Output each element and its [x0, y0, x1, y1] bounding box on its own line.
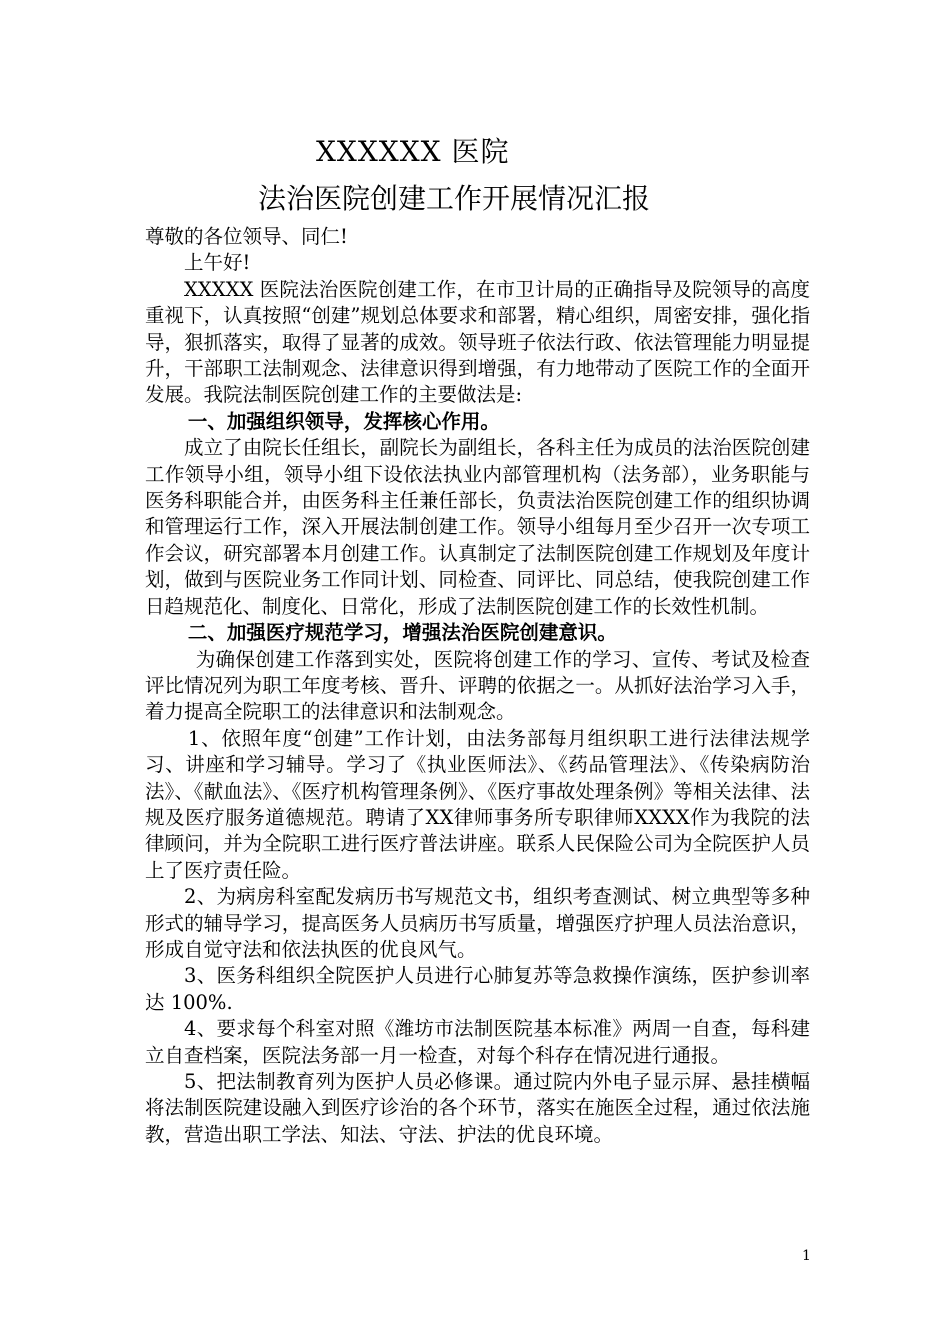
- section-2-heading: 二、加强医疗规范学习，增强法治医院创建意识。: [187, 621, 617, 645]
- list-item-4: 4、要求每个科室对照《潍坊市法制医院基本标准》两周一自查，每科建立自查档案，医院法务部一月一检查，对每个科存在情况进行通报。: [145, 1017, 810, 1067]
- page-number: 1: [802, 1248, 811, 1264]
- report-title: 法治医院创建工作开展情况汇报: [258, 182, 651, 215]
- list-item-2: 2、为病房科室配发病历书写规范文书，组织考查测试、树立典型等多种形式的辅导学习，提高医务人员病历书写质量，增强医疗护理人员法治意识，形成自觉守法和依法执医的优良风气。: [145, 885, 810, 961]
- hospital-name-title: XXXXXX 医院: [316, 135, 510, 168]
- list-item-5: 5、把法制教育列为医护人员必修课。通过院内外电子显示屏、悬挂横幅将法制医院建设融入到医疗诊治的各个环节，落实在施医全过程，通过依法施教，营造出职工学法、知法、守法、护法的优良环境。: [145, 1070, 810, 1146]
- section-1-heading: 一、加强组织领导，发挥核心作用。: [187, 409, 500, 433]
- salutation: 尊敬的各位领导、同仁!: [145, 225, 348, 248]
- section-2-intro-paragraph: 为确保创建工作落到实处，医院将创建工作的学习、宣传、考试及检查评比情况列为职工年度考核、晋升、评聘的依据之一。从抓好法治学习入手，着力提高全院职工的法律意识和法制观念。: [145, 647, 810, 724]
- greeting: 上午好!: [184, 251, 251, 275]
- intro-paragraph: XXXXX 医院法治医院创建工作，在市卫计局的正确指导及院领导的高度重视下，认真按照“创建”规划总体要求和部署，精心组织，周密安排，强化指导，狠抓落实，取得了显著的成效。领导班子依法行政、依法管理能力明显提升，干部职工法制观念、法律意识得到增强，有力地带动了医院工作的全面开发展。我院法制医院创建工作的主要做法是:: [145, 277, 810, 407]
- section-1-paragraph: 成立了由院长任组长，副院长为副组长，各科主任为成员的法治医院创建工作领导小组，领导小组下设依法执业内部管理机构（法务部），业务职能与医务科职能合并，由医务科主任兼任部长，负责法治医院创建工作的组织协调和管理运行工作，深入开展法制创建工作。领导小组每月至少召开一次专项工作会议，研究部署本月创建工作。认真制定了法制医院创建工作规划及年度计划，做到与医院业务工作同计划、同检查、同评比、同总结，使我院创建工作日趋规范化、制度化、日常化，形成了法制医院创建工作的长效性机制。: [145, 436, 810, 618]
- list-item-3: 3、医务科组织全院医护人员进行心肺复苏等急救操作演练，医护参训率达 100%.: [145, 964, 810, 1014]
- list-item-1: 1、依照年度“创建”工作计划，由法务部每月组织职工进行法律法规学习、讲座和学习辅导。学习了《执业医师法》、《药品管理法》、《传染病防治法》、《献血法》、《医疗机构管理条例》、《医疗事故处理条例》等相关法律、法规及医疗服务道德规范。聘请了XX律师事务所专职律师XXXX作为我院的法律顾问，并为全院职工进行医疗普法讲座。联系人民保险公司为全院医护人员上了医疗责任险。: [145, 726, 810, 882]
- document-body: [145, 224, 810, 1148]
